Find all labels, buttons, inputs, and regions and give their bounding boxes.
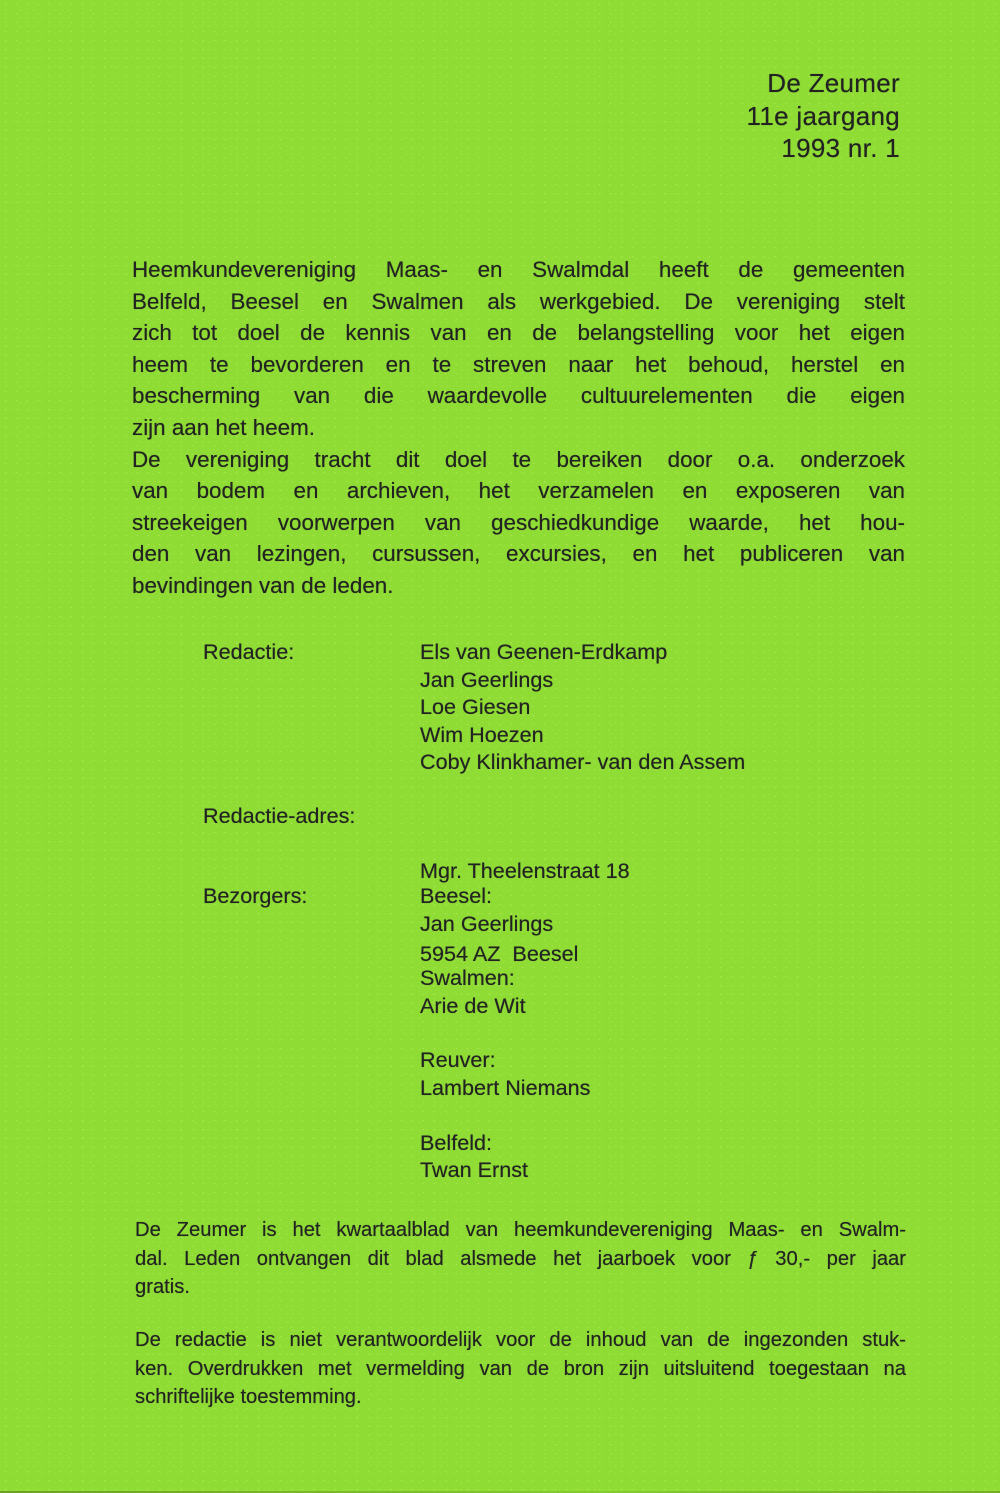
intro-paragraphs bbox=[132, 254, 905, 602]
bezorger-name: Arie de Wit bbox=[420, 992, 526, 1018]
redactie-members bbox=[420, 638, 745, 776]
redactie-adres-label: Redactie-adres: bbox=[203, 803, 356, 828]
bezorger-entry bbox=[420, 1046, 590, 1101]
subscription-line: dal. Leden ontvangen dit blad alsmede het jaarboek voor ƒ 30,- per jaar bbox=[135, 1247, 906, 1270]
redactie-member: Loe Giesen bbox=[420, 694, 531, 720]
subscription-paragraph bbox=[135, 1216, 906, 1302]
volume-line: 11e jaargang bbox=[746, 100, 900, 131]
bezorger-area: Swalmen: bbox=[420, 965, 515, 991]
bezorgers-section bbox=[203, 882, 590, 1184]
intro-line: den van lezingen, cursussen, excursies, en het publiceren van bbox=[132, 541, 905, 567]
intro-line: Heemkundevereniging Maas- en Swalmdal heeft de gemeenten bbox=[132, 257, 905, 282]
disclaimer-line: schriftelijke toestemming. bbox=[135, 1386, 362, 1409]
bezorgers-list bbox=[420, 882, 590, 1184]
redactie-member: Els van Geenen-Erdkamp bbox=[420, 639, 668, 664]
subscription-line: De Zeumer is het kwartaalblad van heemkundevereniging Maas- en Swalm- bbox=[135, 1219, 906, 1241]
redactie-member: Jan Geerlings bbox=[420, 666, 554, 692]
masthead bbox=[747, 67, 900, 165]
intro-line: Belfeld, Beesel en Swalmen als werkgebied. De vereniging stelt bbox=[132, 288, 905, 314]
adres-postal-city: 5954 AZ Beesel bbox=[420, 940, 579, 966]
subscription-line: gratis. bbox=[135, 1276, 190, 1299]
bezorgers-label: Bezorgers: bbox=[203, 883, 308, 908]
bezorger-area: Belfeld: bbox=[420, 1129, 493, 1155]
bezorger-entry bbox=[420, 1129, 590, 1184]
disclaimer-line: ken. Overdrukken met vermelding van de bron zijn uitsluitend toegestaan na bbox=[135, 1357, 906, 1380]
intro-line: De vereniging tracht dit doel te bereiken door o.a. onderzoek bbox=[132, 446, 905, 472]
intro-line: zijn aan het heem. bbox=[132, 414, 315, 440]
intro-line: streekeigen voorwerpen van geschiedkundige waarde, het hou- bbox=[132, 509, 905, 535]
redactie-member: Wim Hoezen bbox=[420, 721, 544, 747]
disclaimer-line: De redactie is niet verantwoordelijk voor de inhoud van de ingezonden stuk- bbox=[135, 1329, 906, 1351]
publication-title: De Zeumer bbox=[767, 68, 900, 98]
bezorger-area: Beesel: bbox=[420, 883, 493, 908]
intro-line: van bodem en archieven, het verzamelen en exposeren van bbox=[132, 478, 905, 504]
bezorger-name: Jan Geerlings bbox=[420, 910, 554, 936]
bezorger-entry bbox=[420, 964, 590, 1019]
issue-line: 1993 nr. 1 bbox=[781, 133, 900, 163]
bezorger-area: Reuver: bbox=[420, 1047, 496, 1073]
redactie-section bbox=[203, 638, 745, 776]
disclaimer-paragraph bbox=[135, 1326, 906, 1412]
intro-line: heem te bevorderen en te streven naar het behoud, herstel en bbox=[132, 351, 905, 377]
intro-line: bevindingen van de leden. bbox=[132, 572, 394, 598]
intro-line: bescherming van die waardevolle cultuurelementen die eigen bbox=[132, 383, 905, 409]
redactie-member: Coby Klinkhamer- van den Assem bbox=[420, 749, 746, 775]
intro-line: zich tot doel de kennis van en de belangstelling voor het eigen bbox=[132, 320, 905, 346]
bezorger-entry bbox=[420, 882, 590, 937]
bezorger-name: Lambert Niemans bbox=[420, 1074, 591, 1100]
redactie-label: Redactie: bbox=[203, 639, 295, 664]
adres-street: Mgr. Theelenstraat 18 bbox=[420, 858, 630, 884]
bezorger-name: Twan Ernst bbox=[420, 1157, 529, 1183]
